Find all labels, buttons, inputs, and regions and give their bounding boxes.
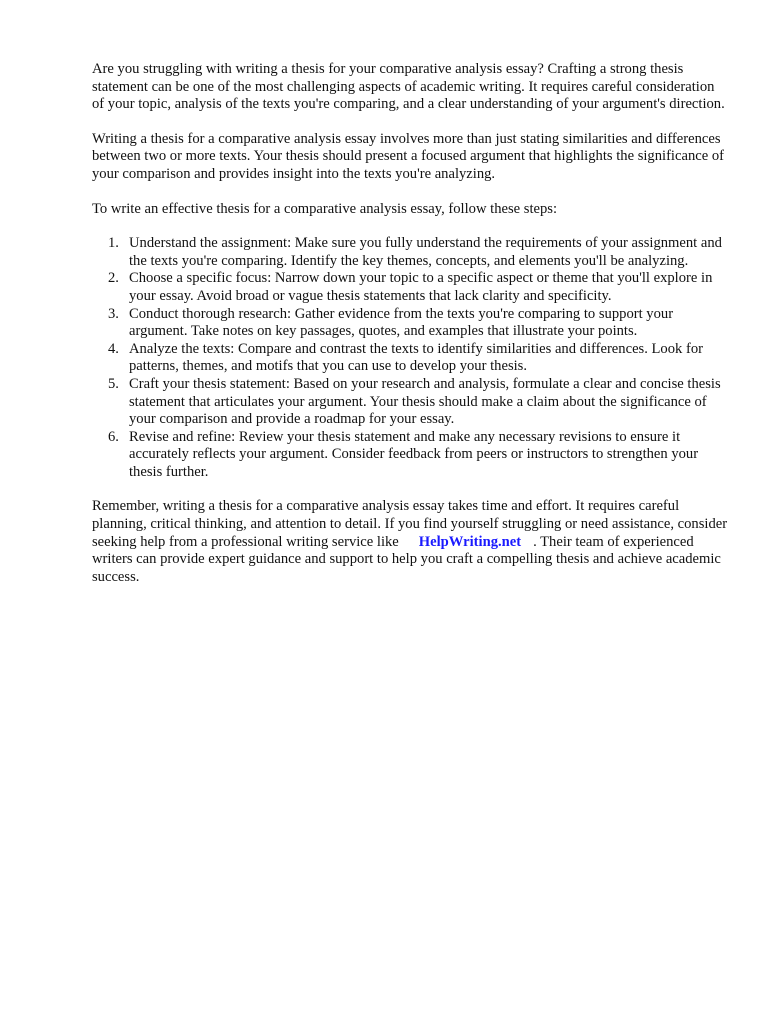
intro-paragraph: Are you struggling with writing a thesis for your comparative analysis essay? Crafting a strong thesis statement can be one of the most challenging aspects of academic writing. It requires careful consideration of your topic, analysis of the texts you're comparing, and a clear understanding of your argument's direction.	[92, 61, 725, 113]
document-page	[92, 61, 728, 603]
list-item	[92, 270, 728, 305]
list-item-number: 2.	[108, 270, 119, 287]
steps-intro-paragraph: To write an effective thesis for a comparative analysis essay, follow these steps:	[92, 200, 558, 217]
list-item-text: Analyze the texts: Compare and contrast the texts to identify similarities and differences. Look for patterns, themes, and motifs that you can use to develop your thesis.	[129, 340, 703, 375]
list-item	[92, 235, 728, 270]
list-item-text: Revise and refine: Review your thesis statement and make any necessary revisions to ensure it accurately reflects your argument. Consider feedback from peers or instructors to strengthen your thesis further.	[129, 428, 699, 480]
list-item-text: Understand the assignment: Make sure you fully understand the requirements of your assignment and the texts you're comparing. Identify the key themes, concepts, and elements you'll be analyzing.	[129, 235, 722, 269]
list-item-text: Conduct thorough research: Gather evidence from the texts you're comparing to support your argument. Take notes on key passages, quotes, and examples that illustrate your points.	[129, 305, 674, 340]
list-item	[92, 376, 728, 429]
closing-text-before-link: Remember, writing a thesis for a comparative analysis essay takes time and effort. It requires careful planning, critical thinking, and attention to detail. If you find yourself struggling or need assistance, consider seeking help from a professional writing service like	[92, 498, 728, 550]
list-item	[92, 306, 728, 341]
list-item-number: 1.	[108, 235, 119, 252]
closing-text-after-link: . Their team of experienced writers can provide expert guidance and support to help you craft a compelling thesis and achieve academic success.	[92, 533, 721, 585]
closing-paragraph	[92, 498, 728, 586]
helpwriting-link[interactable]: HelpWriting.net	[418, 533, 522, 550]
list-item-number: 5.	[108, 375, 119, 392]
list-item	[92, 341, 728, 376]
list-item-text: Choose a specific focus: Narrow down your topic to a specific aspect or theme that you'll explore in your essay. Avoid broad or vague thesis statements that lack clarity and specificity.	[129, 270, 713, 304]
list-item-number: 6.	[108, 428, 119, 445]
thesis-explanation-paragraph: Writing a thesis for a comparative analysis essay involves more than just stating similarities and differences between two or more texts. Your thesis should present a focused argument that highlights the significance of your comparison and provides insight into the texts you're analyzing.	[92, 130, 724, 182]
list-item-text: Craft your thesis statement: Based on your research and analysis, formulate a clear and concise thesis statement that articulates your argument. Your thesis should make a claim about the significance of your comparison and provide a roadmap for your essay.	[129, 375, 721, 428]
list-item	[92, 429, 728, 482]
steps-list	[92, 235, 728, 481]
list-item-number: 3.	[108, 305, 119, 322]
list-item-number: 4.	[108, 340, 119, 357]
